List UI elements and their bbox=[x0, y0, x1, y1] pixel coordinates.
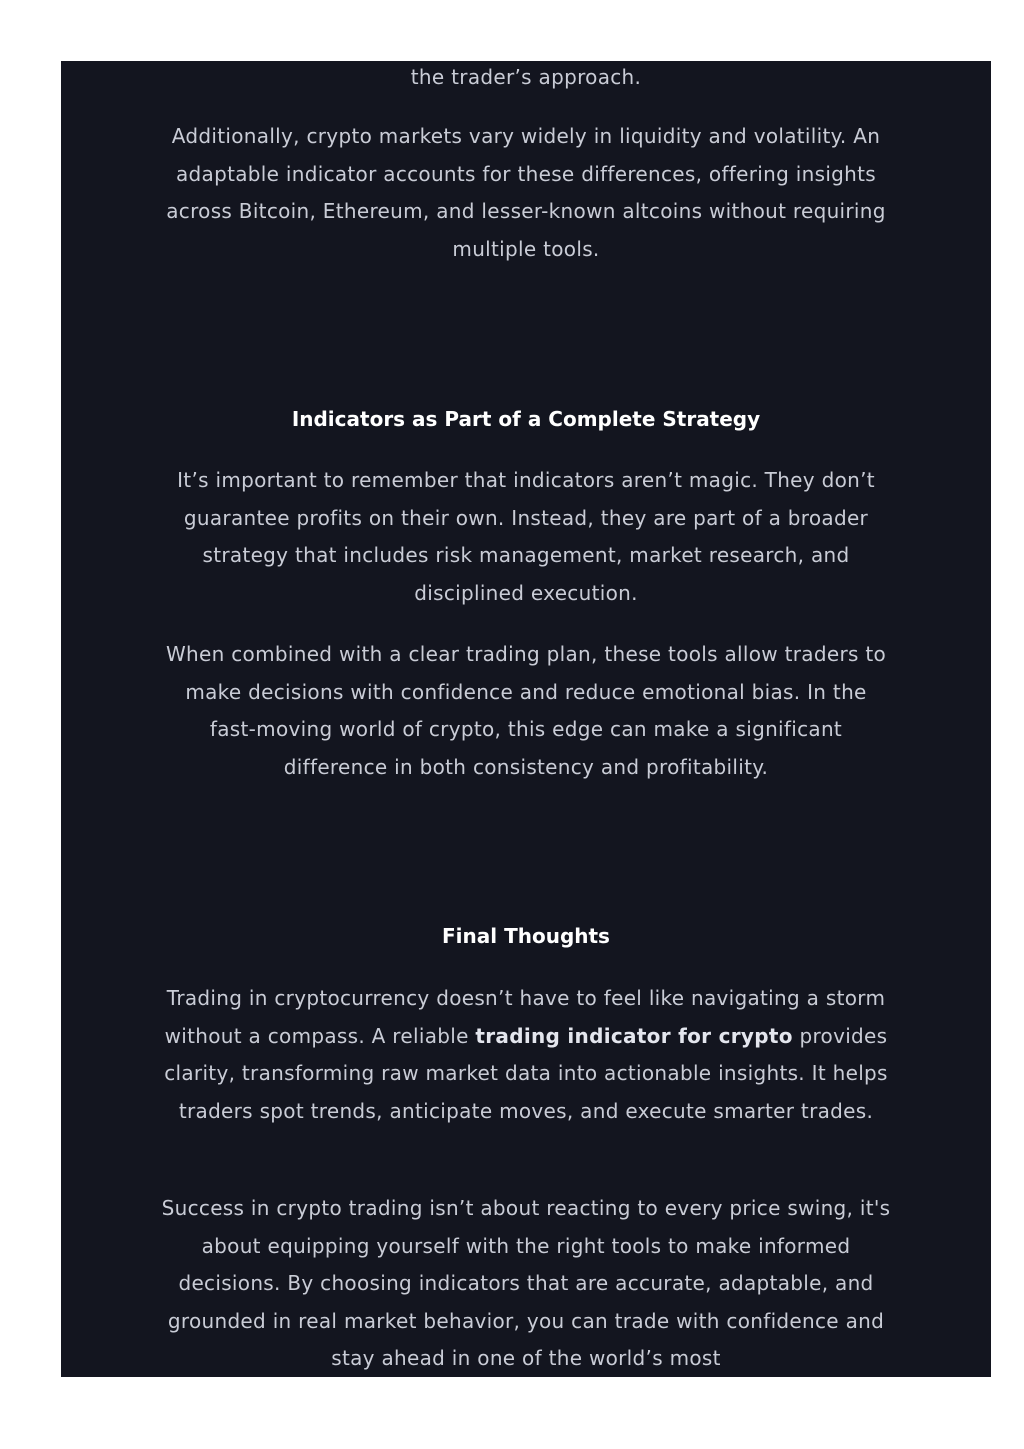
strategy-heading: Indicators as Part of a Complete Strategy bbox=[291, 407, 761, 431]
final-thoughts-heading: Final Thoughts bbox=[442, 924, 610, 948]
final-thoughts-text-after: provides clarity, transforming raw market data into actionable insights. It helps traders spot trends, anticipate moves, and execute smarter trades. bbox=[164, 1023, 888, 1123]
strategy-paragraph-2: When combined with a clear trading plan, these tools allow traders to make decisions with confidence and reduce emotional bias. In the fast-moving world of crypto, this edge can make a significant difference in both consistency and profitability. bbox=[165, 642, 887, 779]
final-thoughts-paragraph-1 bbox=[161, 980, 891, 1130]
adaptability-paragraph: Additionally, crypto markets vary widely in liquidity and volatility. An adaptable indicator accounts for these differences, offering insights across Bitcoin, Ethereum, and lesser-known altcoins without requiring multiple tools. bbox=[166, 124, 886, 261]
trading-indicator-keyword: trading indicator for crypto bbox=[475, 1023, 793, 1048]
final-thoughts-text-before: Trading in cryptocurrency doesn’t have to feel like navigating a storm without a compass. A reliable bbox=[164, 986, 886, 1048]
strategy-paragraph-1: It’s important to remember that indicators aren’t magic. They don’t guarantee profits on their own. Instead, they are part of a broader strategy that includes risk management, market research, and disciplined execution. bbox=[177, 468, 875, 605]
final-thoughts-paragraph-2: Success in crypto trading isn’t about reacting to every price swing, it's about equipping yourself with the right tools to make informed decisions. By choosing indicators that are accurate, adaptable, and grounded in real market behavior, you can trade with confidence and stay ahead in one of the world’s most bbox=[161, 1196, 891, 1370]
intro-fragment: the trader’s approach. bbox=[410, 65, 642, 89]
article-panel bbox=[61, 61, 991, 1377]
